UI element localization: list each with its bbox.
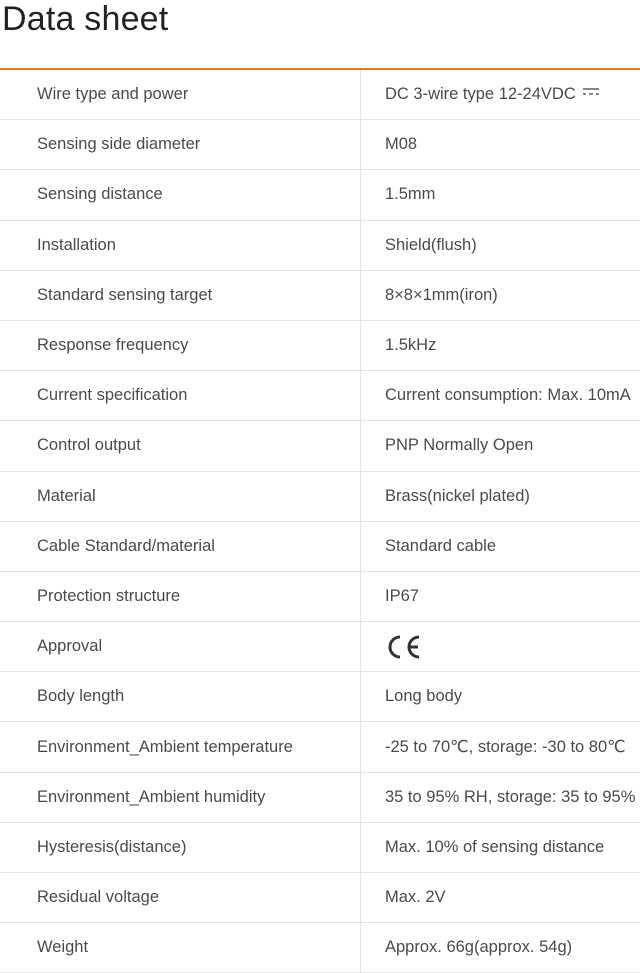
spec-value: [361, 622, 640, 671]
spec-table: [0, 70, 640, 973]
spec-label: Body length: [0, 672, 361, 721]
spec-label: Approval: [0, 622, 361, 671]
spec-row-sensing-distance: [0, 170, 640, 220]
spec-label: Protection structure: [0, 572, 361, 621]
spec-value: PNP Normally Open: [385, 436, 534, 455]
spec-label: Current specification: [0, 371, 361, 420]
spec-row-control-output: [0, 421, 640, 471]
ce-mark-icon: [385, 634, 423, 660]
spec-label: Weight: [0, 923, 361, 972]
spec-label: Hysteresis(distance): [0, 823, 361, 872]
spec-label: Residual voltage: [0, 873, 361, 922]
spec-row-wire-type: [0, 70, 640, 120]
spec-label: Installation: [0, 221, 361, 270]
spec-value: -25 to 70℃, storage: -30 to 80℃: [385, 738, 626, 757]
spec-value: Brass(nickel plated): [385, 486, 530, 505]
spec-label: Response frequency: [0, 321, 361, 370]
spec-row-body-length: [0, 672, 640, 722]
spec-label: Sensing distance: [0, 170, 361, 219]
spec-label: Material: [0, 472, 361, 521]
spec-value: [361, 70, 640, 119]
spec-value: 1.5mm: [385, 185, 436, 204]
spec-row-material: [0, 472, 640, 522]
spec-value: Long body: [385, 687, 463, 706]
spec-label: Cable Standard/material: [0, 522, 361, 571]
spec-value-text: DC 3-wire type 12-24VDC: [385, 85, 576, 104]
spec-row-sensing-diameter: [0, 120, 640, 170]
spec-label: Environment_Ambient humidity: [0, 773, 361, 822]
spec-label: Standard sensing target: [0, 271, 361, 320]
spec-value: IP67: [385, 586, 419, 605]
spec-row-cable: [0, 522, 640, 572]
spec-label: Control output: [0, 421, 361, 470]
spec-value: Approx. 66g(approx. 54g): [385, 938, 573, 957]
spec-label: Environment_Ambient temperature: [0, 722, 361, 771]
spec-value: Current consumption: Max. 10mA: [385, 386, 631, 405]
spec-row-ambient-temperature: [0, 722, 640, 772]
spec-label: Wire type and power: [0, 70, 361, 119]
spec-row-current-spec: [0, 371, 640, 421]
spec-label: Sensing side diameter: [0, 120, 361, 169]
spec-value: M08: [385, 135, 418, 154]
spec-value: 1.5kHz: [385, 336, 437, 355]
spec-row-sensing-target: [0, 271, 640, 321]
dc-symbol-icon: [582, 87, 600, 97]
spec-row-approval: [0, 622, 640, 672]
spec-value: 8×8×1mm(iron): [385, 285, 498, 304]
spec-row-response-frequency: [0, 321, 640, 371]
page-title: Data sheet: [2, 0, 169, 38]
spec-value: 35 to 95% RH, storage: 35 to 95%: [385, 787, 636, 806]
spec-row-weight: [0, 923, 640, 973]
spec-row-installation: [0, 221, 640, 271]
spec-row-ambient-humidity: [0, 773, 640, 823]
spec-row-residual-voltage: [0, 873, 640, 923]
spec-value: Max. 10% of sensing distance: [385, 837, 605, 856]
spec-value: Max. 2V: [385, 888, 446, 907]
spec-row-protection: [0, 572, 640, 622]
spec-row-hysteresis: [0, 823, 640, 873]
spec-value: Standard cable: [385, 536, 496, 555]
spec-value: Shield(flush): [385, 235, 477, 254]
